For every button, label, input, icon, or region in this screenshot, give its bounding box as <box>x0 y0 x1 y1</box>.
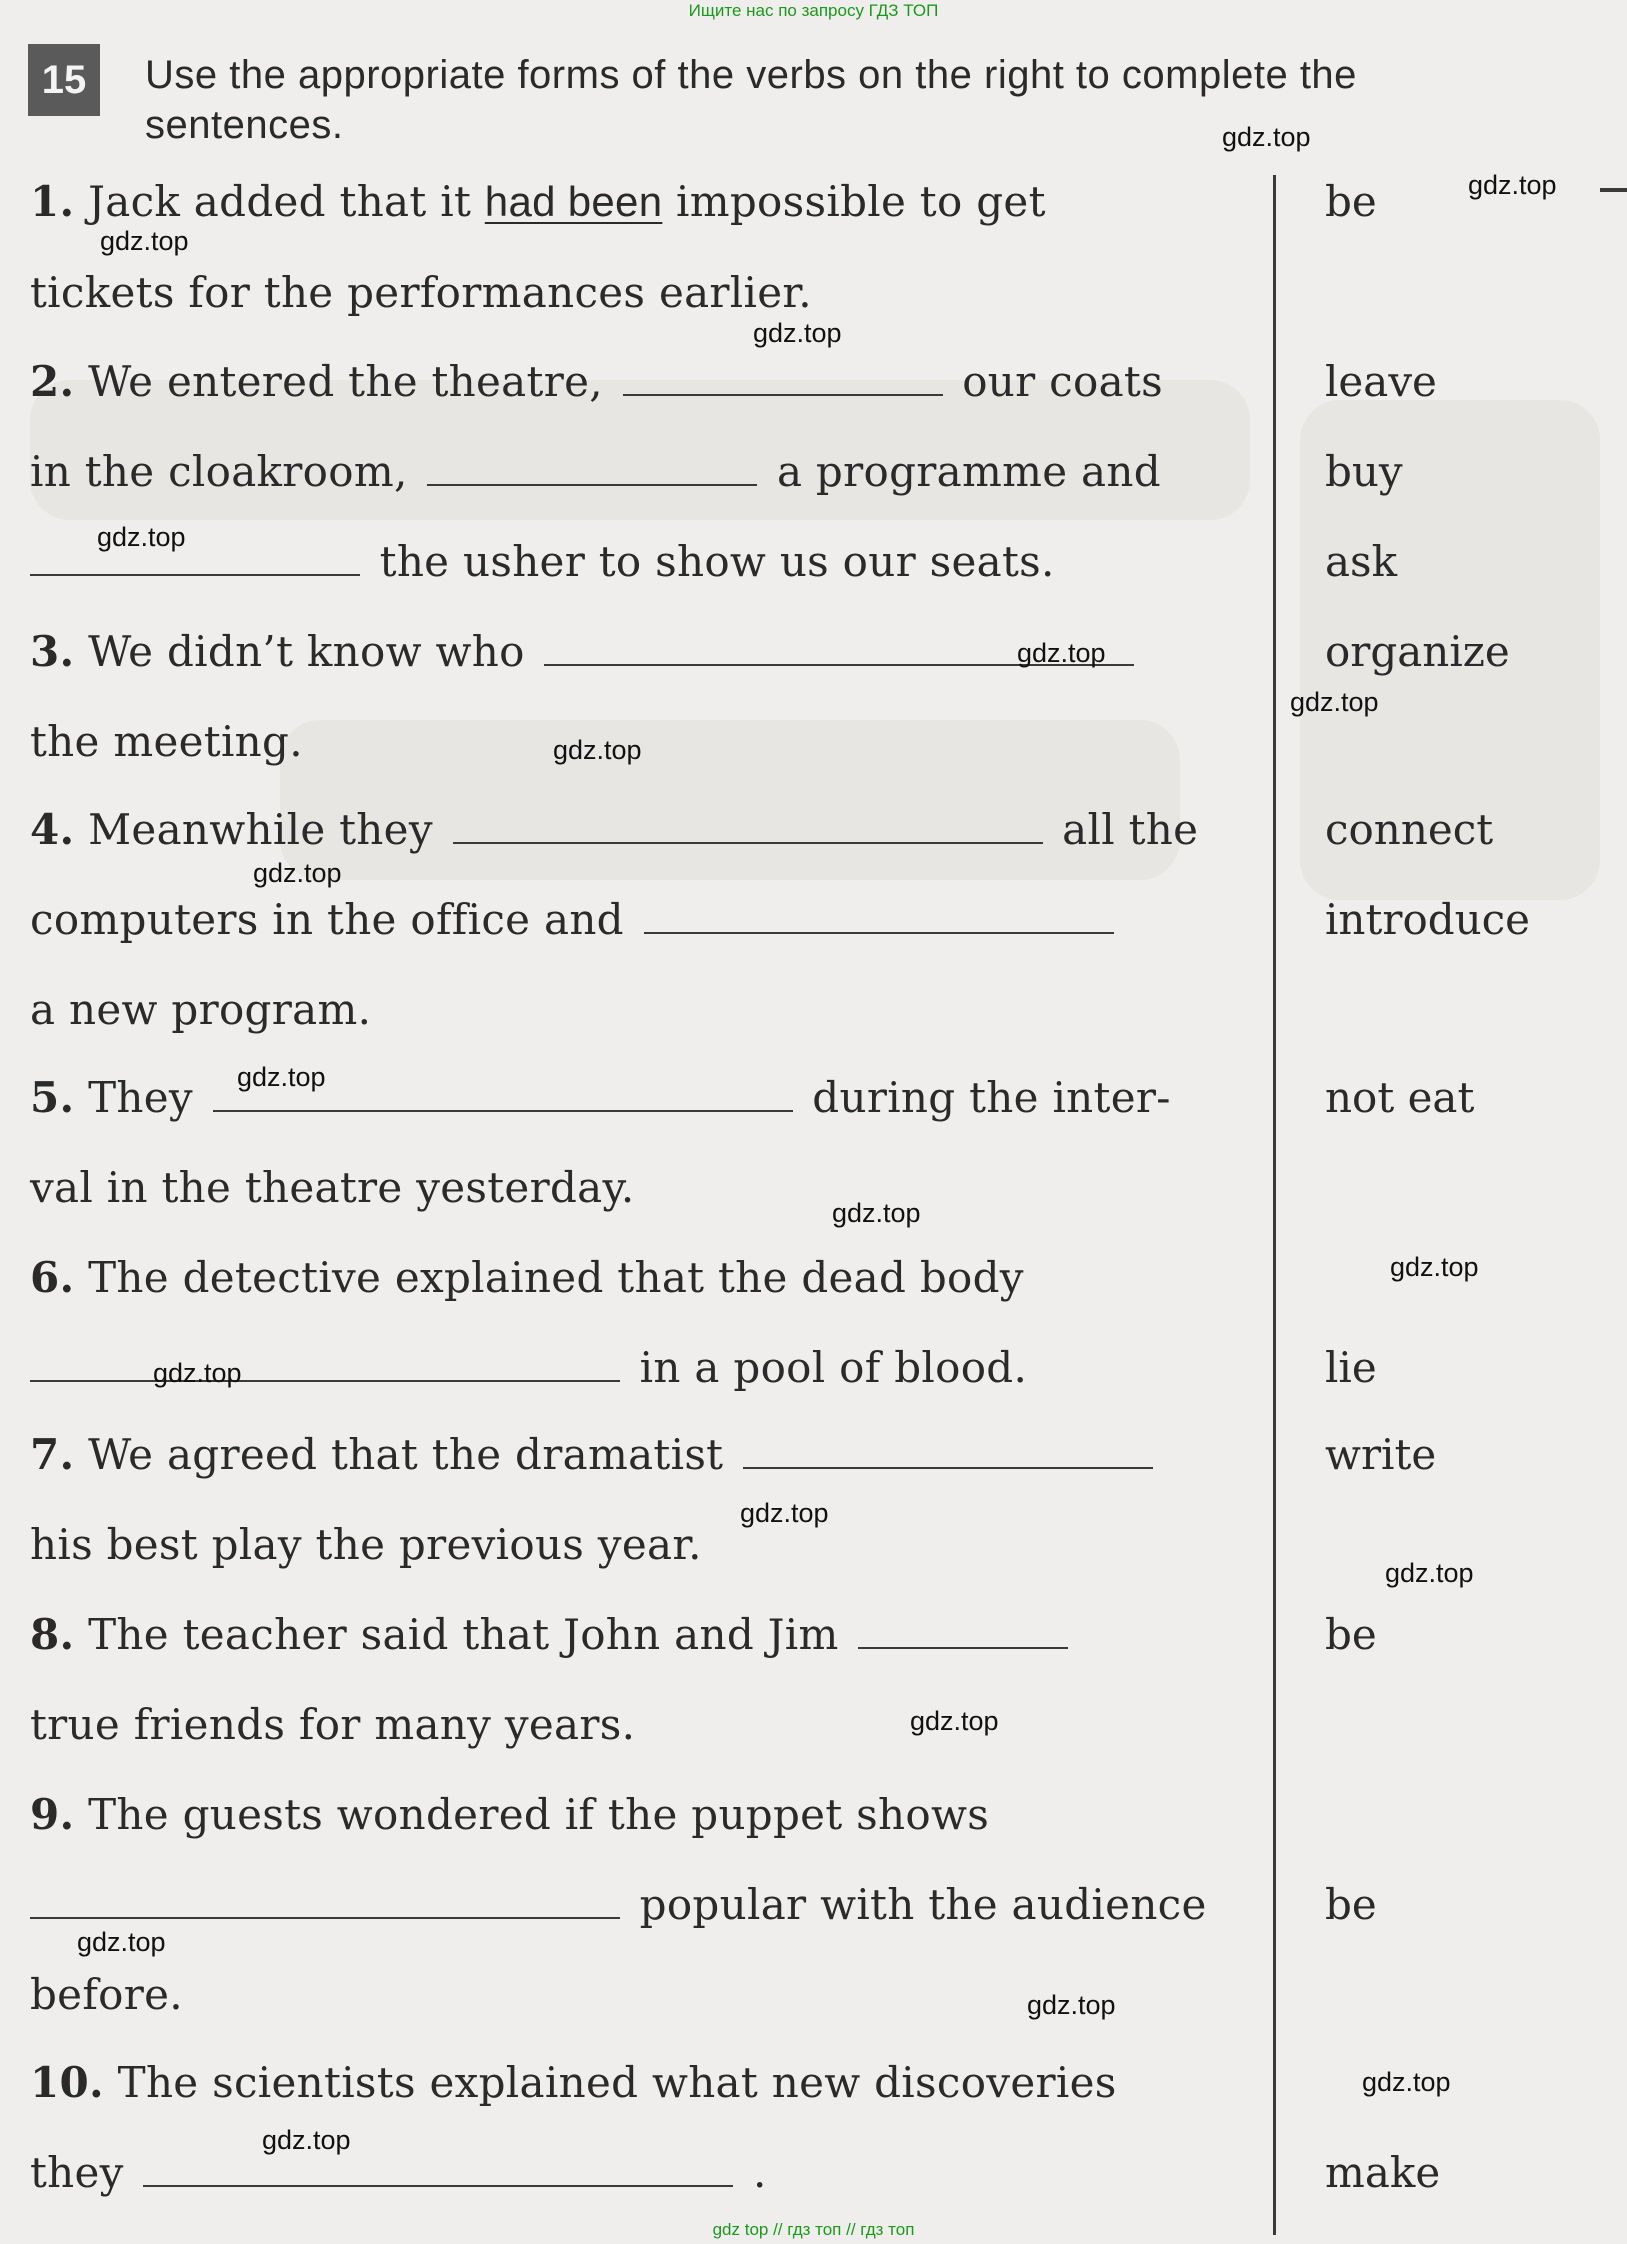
verb-hint: leave <box>1325 357 1437 406</box>
sentence-text: The guests wondered if the puppet shows <box>88 1790 990 1839</box>
sentence-9-line-3: before. <box>30 1970 183 2019</box>
watermark: gdz.top <box>832 1198 921 1228</box>
sentence-6-line-1 <box>30 1248 1260 1308</box>
item-number: 8. <box>30 1610 75 1659</box>
item-number: 7. <box>30 1430 75 1479</box>
watermark: gdz.top <box>1468 170 1557 200</box>
watermark: gdz.top <box>553 735 642 765</box>
exercise-number-badge: 15 <box>28 44 100 116</box>
sentence-text: all the <box>1062 805 1199 854</box>
watermark: gdz.top <box>77 1927 166 1957</box>
answer-blank[interactable] <box>453 804 1043 844</box>
sentence-9-line-2 <box>30 1875 1260 1935</box>
sentence-5-line-1 <box>30 1068 1260 1128</box>
verb-hint: connect <box>1325 805 1494 854</box>
verb-hint: buy <box>1325 447 1403 496</box>
verb-column-divider <box>1273 175 1276 2235</box>
sentence-2-line-3 <box>30 532 1260 592</box>
watermark: gdz.top <box>753 318 842 348</box>
answer-blank[interactable] <box>30 536 360 576</box>
sentence-text: . <box>753 2148 767 2197</box>
sentence-text: The teacher said that John and Jim <box>88 1610 839 1659</box>
verb-hint: introduce <box>1325 895 1531 944</box>
verb-hint: ask <box>1325 537 1398 586</box>
answer-blank[interactable] <box>143 2147 733 2187</box>
sentence-4-line-2 <box>30 890 1260 950</box>
watermark: gdz.top <box>1362 2067 1451 2097</box>
item-number: 10. <box>30 2058 104 2107</box>
verb-hint: organize <box>1325 627 1510 676</box>
answer-blank[interactable] <box>858 1609 1068 1649</box>
sentence-text: impossible to get <box>676 177 1046 226</box>
watermark: gdz.top <box>153 1358 242 1388</box>
verb-hint: lie <box>1325 1343 1377 1392</box>
sentence-2-line-2 <box>30 442 1260 502</box>
sentence-8-line-1 <box>30 1605 1260 1665</box>
verb-hint: be <box>1325 1880 1377 1929</box>
sentence-text: they <box>30 2148 124 2197</box>
item-number: 6. <box>30 1253 75 1302</box>
watermark: gdz.top <box>100 226 189 256</box>
item-number: 9. <box>30 1790 75 1839</box>
sentence-9-line-1 <box>30 1785 1260 1845</box>
watermark: gdz.top <box>1290 687 1379 717</box>
sentence-5-line-2: val in the theatre yesterday. <box>30 1163 635 1212</box>
sentence-2-line-1 <box>30 352 1260 412</box>
item-number: 2. <box>30 357 75 406</box>
sentence-text: during the inter- <box>812 1073 1171 1122</box>
sentence-text: in a pool of blood. <box>639 1343 1028 1392</box>
sentence-3-line-2: the meeting. <box>30 717 303 766</box>
watermark: gdz.top <box>1385 1558 1474 1588</box>
sentence-text: We didn’t know who <box>88 627 525 676</box>
watermark: gdz.top <box>253 858 342 888</box>
sentence-7-line-2: his best play the previous year. <box>30 1520 702 1569</box>
watermark: gdz.top <box>910 1706 999 1736</box>
top-banner[interactable]: Ищите нас по запросу ГДЗ ТОП <box>688 1 939 20</box>
sentence-text: We entered the theatre, <box>88 357 603 406</box>
verb-hint: write <box>1325 1430 1437 1479</box>
item-number: 3. <box>30 627 75 676</box>
sentence-text: Jack added that it <box>88 177 472 226</box>
watermark: gdz.top <box>1017 638 1106 668</box>
example-answer: had been <box>484 178 663 225</box>
sentence-4-line-1 <box>30 800 1260 860</box>
answer-blank[interactable] <box>427 446 757 486</box>
sentence-text: a programme and <box>776 447 1161 496</box>
watermark: gdz.top <box>1222 122 1311 152</box>
item-number: 1. <box>30 177 75 226</box>
sentence-text: They <box>88 1073 193 1122</box>
sentence-text: computers in the office and <box>30 895 624 944</box>
verb-hint: be <box>1325 177 1377 226</box>
exercise-instruction: Use the appropriate forms of the verbs on the right to complete the sentences. <box>145 53 1357 147</box>
page-edge-mark <box>1600 188 1627 192</box>
sentence-text: in the cloakroom, <box>30 447 408 496</box>
answer-blank[interactable] <box>30 1879 620 1919</box>
verb-hint: be <box>1325 1610 1377 1659</box>
watermark: gdz.top <box>262 2125 351 2155</box>
sentence-4-line-3: a new program. <box>30 985 372 1034</box>
sentence-10-line-2 <box>30 2143 1260 2203</box>
watermark: gdz.top <box>1027 1990 1116 2020</box>
sentence-text: popular with the audience <box>639 1880 1207 1929</box>
watermark: gdz.top <box>97 522 186 552</box>
sentence-text: The scientists explained what new discoveries <box>117 2058 1117 2107</box>
answer-blank[interactable] <box>743 1429 1153 1469</box>
sentence-8-line-2: true friends for many years. <box>30 1700 636 1749</box>
sentence-text: We agreed that the dramatist <box>88 1430 724 1479</box>
watermark: gdz.top <box>237 1062 326 1092</box>
sentence-text: the usher to show us our seats. <box>379 537 1055 586</box>
answer-blank[interactable] <box>30 1342 620 1382</box>
sentence-1-line-2: tickets for the performances earlier. <box>30 268 812 317</box>
watermark: gdz.top <box>740 1498 829 1528</box>
item-number: 4. <box>30 805 75 854</box>
answer-blank[interactable] <box>623 356 943 396</box>
sentence-text: The detective explained that the dead body <box>88 1253 1024 1302</box>
watermark: gdz.top <box>1390 1252 1479 1282</box>
verb-hint: make <box>1325 2148 1441 2197</box>
sentence-10-line-1 <box>30 2053 1260 2113</box>
bottom-banner[interactable]: gdz top // гдз топ // гдз топ <box>712 2220 915 2239</box>
verb-hint: not eat <box>1325 1073 1475 1122</box>
sentence-1-line-1 <box>30 172 1260 232</box>
sentence-7-line-1 <box>30 1425 1260 1485</box>
item-number: 5. <box>30 1073 75 1122</box>
sentence-text: our coats <box>962 357 1163 406</box>
answer-blank[interactable] <box>644 894 1114 934</box>
sentence-text: Meanwhile they <box>88 805 433 854</box>
